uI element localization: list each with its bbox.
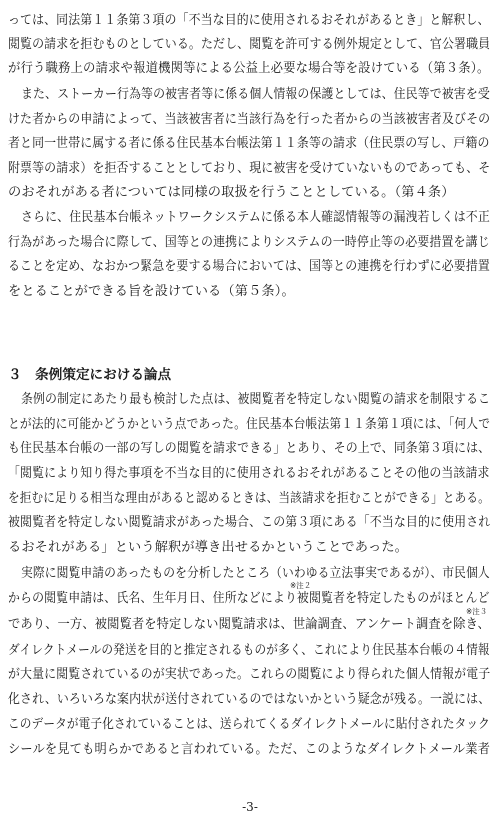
text-line: 被閲覧者を特定しない閲覧請求があった場合、この第３項にある「不当な目的に使用され	[8, 515, 491, 530]
text-line: を拒むに足りる相当な理由があると認めるときは、当該請求を拒むことができる」とある。	[8, 491, 490, 506]
footnote-marker-3: ※注３	[466, 607, 488, 616]
text-line: このデータが電子化されていることは、送られてくるダイレクトメールに貼付されたタック	[8, 717, 490, 732]
text-line: さらに、住民基本台帳ネットワークシステムに係る本人確認情報等の漏洩若しくは不正	[21, 210, 490, 225]
text-line: のおそれがある者については同様の取扱を行うこととしている。（第４条）	[8, 185, 455, 200]
text-line: をとることができる旨を設けている（第５条）。	[8, 284, 295, 299]
text-line: 附票等の請求）を拒否することとしており、現に被害を受けていないものであっても、そ	[8, 161, 491, 176]
text-line: とが法的に可能かどうかという点であった。住民基本台帳法第１１条第１項には、「何人で	[8, 417, 491, 432]
text-line: 「閲覧により知り得た事項を不当な目的に使用されるおそれがあることその他の当該請求	[8, 466, 490, 481]
text-line: シールを見ても明らかであると言われている。ただ、このようなダイレクトメール業者	[8, 742, 490, 757]
text-line: が大量に閲覧されているのが実状であった。これらの閲覧により得られた個人情報が電子	[8, 667, 491, 682]
text-line: であり、一方、被閲覧者を特定しない閲覧請求は、世論調査、アンケート調査を除き、	[8, 617, 490, 632]
text-line: ダイレクトメールの発送を目的と推定されるものが多く、これにより住民基本台帳の４情報	[8, 643, 490, 658]
text-line: っては、同法第１１条第３項の「不当な目的に使用されるおそれがあるとき」と解釈し、	[8, 13, 490, 28]
footnote-marker-2: ※注２	[290, 581, 312, 590]
text-line: ることを定め、なおかつ緊急を要する場合においては、国等との連携を行わずに必要措置	[8, 259, 490, 274]
text-line: からの閲覧申請は、氏名、生年月日、住所などにより被閲覧者を特定したものがほとんど	[8, 591, 490, 606]
page-number: -3-	[242, 800, 258, 814]
text-line: も住民基本台帳の一部の写しの閲覧を請求できる」とあり、その上で、同条第３項には、	[8, 441, 491, 456]
text-line: 化され、いろいろな案内状が送付されているのではないかという疑念が残る。一説には、	[8, 692, 491, 707]
text-line: 条例の制定にあたり最も検討した点は、被閲覧者を特定しない閲覧の請求を制限するこ	[21, 392, 491, 407]
text-line: 行為があった場合に際して、国等との連携によりシステムの一時停止等の必要措置を講じ	[8, 235, 490, 250]
text-line: 実際に閲覧申請のあったものを分析したところ（いわゆる立法事実であるが）、市民個人	[21, 566, 490, 581]
text-line: が行う職務上の請求や報道機関等による公益上必要な場合等を設けている（第３条）。	[8, 61, 490, 76]
text-line: るおそれがある」という解釈が導き出せるかということであった。	[8, 540, 408, 555]
text-line: また、ストーカー行為等の被害者等に係る個人情報の保護としては、住民等で被害を受	[21, 87, 490, 102]
text-line: 者と同一世帯に属する者に係る住民基本台帳法第１１条等の請求（住民票の写し、戸籍の	[8, 136, 490, 151]
text-line: 閲覧の請求を拒むものとしている。ただし、閲覧を許可する例外規定として、官公署職員	[8, 37, 491, 52]
text-line: けた者からの申請によって、当該被害者に当該行為を行った者からの当該被害者及びその	[8, 112, 491, 127]
section-heading: ３ 条例策定における論点	[8, 367, 172, 383]
